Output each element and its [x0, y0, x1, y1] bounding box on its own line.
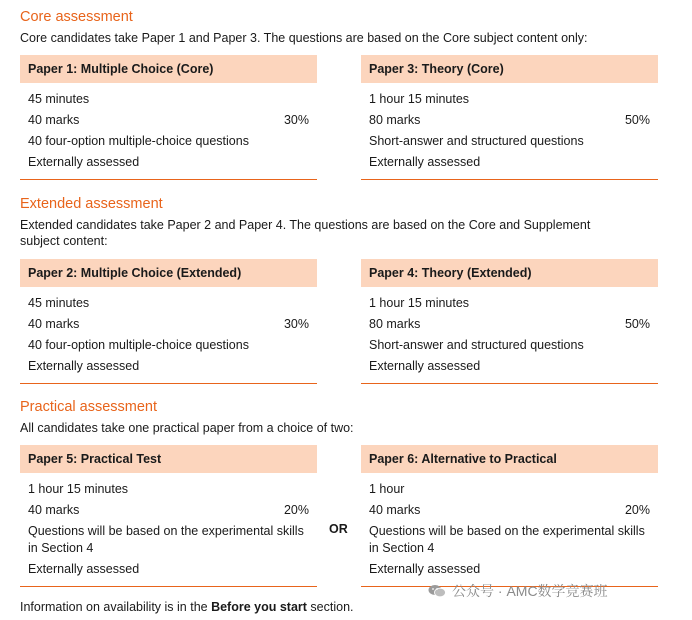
practical-section	[20, 398, 660, 436]
paper1-card	[20, 55, 317, 180]
paper2-marks: 40 marks	[28, 317, 80, 331]
paper2-duration: 45 minutes	[28, 296, 90, 310]
paper4-desc: Short-answer and structured questions	[369, 338, 584, 352]
paper3-duration: 1 hour 15 minutes	[369, 92, 470, 106]
paper5-assessment: Externally assessed	[28, 562, 140, 576]
extended-intro: Extended candidates take Paper 2 and Paper 4. The questions are based on the Core and Supplement subject content:	[20, 218, 591, 248]
paper5-marks: 40 marks	[28, 503, 80, 517]
footer-suffix: section.	[306, 600, 354, 614]
core-section	[20, 8, 660, 46]
footer-note	[20, 600, 354, 614]
paper1-desc: 40 four-option multiple-choice questions	[28, 134, 249, 148]
paper5-duration: 1 hour 15 minutes	[28, 482, 129, 496]
paper4-card	[361, 259, 658, 384]
paper1-marks: 40 marks	[28, 113, 80, 127]
wechat-icon	[428, 584, 446, 598]
paper4-percent: 50%	[624, 317, 650, 331]
paper4-assessment: Externally assessed	[369, 359, 481, 373]
practical-intro: All candidates take one practical paper from a choice of two:	[20, 421, 354, 435]
paper6-header: Paper 6: Alternative to Practical	[361, 445, 658, 473]
footer-prefix: Information on availability is in the	[20, 600, 212, 614]
paper6-percent: 20%	[624, 503, 650, 517]
paper5-header: Paper 5: Practical Test	[20, 445, 317, 473]
practical-title: Practical assessment	[20, 399, 157, 415]
watermark	[428, 581, 608, 601]
footer-link-text: Before you start	[211, 600, 307, 614]
paper5-card	[20, 445, 317, 587]
paper2-desc: 40 four-option multiple-choice questions	[28, 338, 249, 352]
paper3-assessment: Externally assessed	[369, 155, 481, 169]
paper1-percent: 30%	[283, 113, 309, 127]
paper2-assessment: Externally assessed	[28, 359, 140, 373]
paper4-marks: 80 marks	[369, 317, 421, 331]
paper4-header: Paper 4: Theory (Extended)	[361, 259, 658, 287]
or-label: OR	[329, 522, 348, 536]
paper6-marks: 40 marks	[369, 503, 421, 517]
paper1-duration: 45 minutes	[28, 92, 90, 106]
watermark-text: 公众号 · AMC数学竞赛班	[452, 583, 608, 599]
paper6-card	[361, 445, 658, 587]
paper3-header: Paper 3: Theory (Core)	[361, 55, 658, 83]
paper2-header: Paper 2: Multiple Choice (Extended)	[20, 259, 317, 287]
core-intro: Core candidates take Paper 1 and Paper 3. The questions are based on the Core subject content only:	[20, 31, 588, 45]
paper2-percent: 30%	[283, 317, 309, 331]
paper4-duration: 1 hour 15 minutes	[369, 296, 470, 310]
extended-section	[20, 195, 660, 249]
paper3-percent: 50%	[624, 113, 650, 127]
paper6-desc: Questions will be based on the experimental skills in Section 4	[369, 524, 645, 555]
paper6-assessment: Externally assessed	[369, 562, 481, 576]
paper3-card	[361, 55, 658, 180]
paper5-percent: 20%	[283, 503, 309, 517]
paper6-duration: 1 hour	[369, 482, 405, 496]
extended-title: Extended assessment	[20, 196, 163, 212]
core-title: Core assessment	[20, 9, 133, 25]
paper2-card	[20, 259, 317, 384]
paper1-header: Paper 1: Multiple Choice (Core)	[20, 55, 317, 83]
paper5-desc: Questions will be based on the experimental skills in Section 4	[28, 524, 304, 555]
paper1-assessment: Externally assessed	[28, 155, 140, 169]
paper3-marks: 80 marks	[369, 113, 421, 127]
paper3-desc: Short-answer and structured questions	[369, 134, 584, 148]
